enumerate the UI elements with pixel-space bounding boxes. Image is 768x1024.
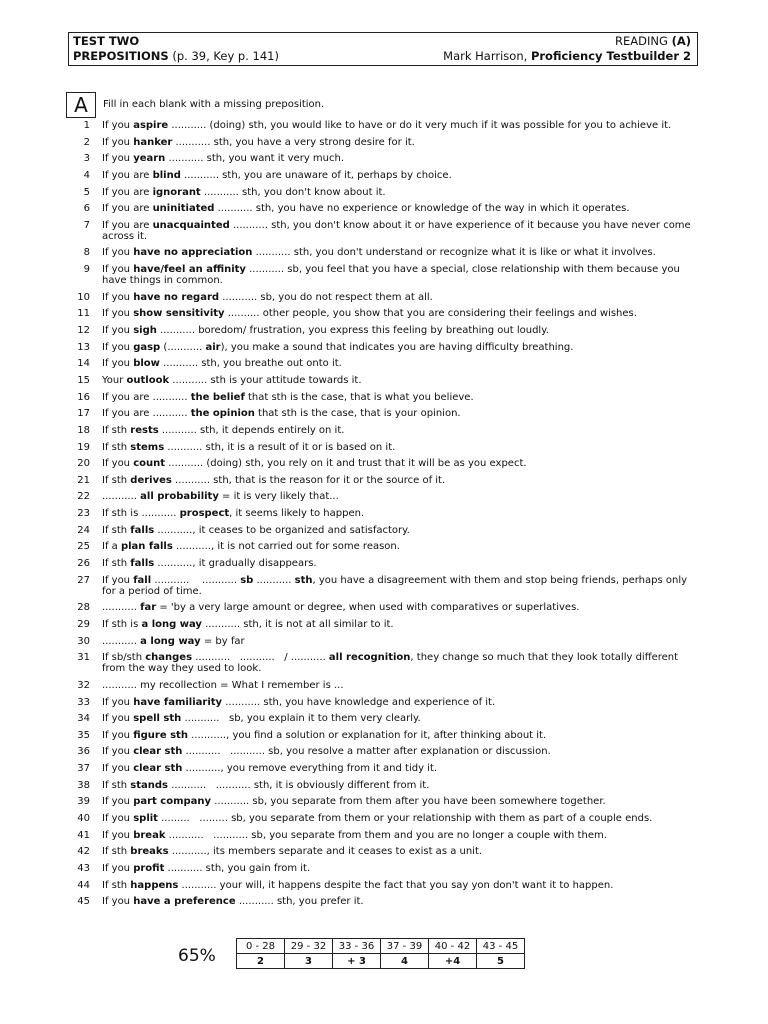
item-number: 45 [77, 896, 90, 908]
item-text: If you split ......... ......... sb, you separate from them or your relationship with them as part of a couple ends. [102, 812, 653, 824]
book-credit: Mark Harrison, Proficiency Testbuilder 2 [443, 49, 691, 63]
item-text: ........... far = 'by a very large amount or degree, when used with comparatives or superlatives. [102, 602, 580, 614]
list-item [68, 325, 698, 336]
item-text: If a plan falls ..........., it is not carried out for some reason. [102, 541, 400, 553]
item-text: If you yearn ........... sth, you want it very much. [102, 153, 345, 165]
item-text: If you fall ........... ........... sb ........... sth, you have a disagreement with them and stop being friends, perhaps only for a period of time. [102, 574, 688, 597]
list-item [68, 491, 698, 502]
list-item [68, 846, 698, 857]
item-text: If sth rests ........... sth, it depends entirely on it. [102, 424, 345, 436]
item-text: If you have no appreciation ........... sth, you don't understand or recognize what it is like or what it involves. [102, 247, 656, 259]
item-text: If you have a preference ........... sth, you prefer it. [102, 896, 364, 908]
list-item [68, 203, 698, 214]
item-number: 14 [77, 358, 90, 370]
item-text: If sth happens ........... your will, it happens despite the fact that you say yon don't want it to happen. [102, 879, 614, 891]
score-ranges-row [237, 939, 525, 954]
item-number: 28 [77, 602, 90, 614]
topic-label: PREPOSITIONS (p. 39, Key p. 141) [73, 49, 279, 63]
item-number: 10 [77, 291, 90, 303]
item-list [68, 120, 698, 913]
test-title: TEST TWO [73, 34, 140, 48]
item-number: 5 [83, 186, 90, 198]
item-text: If you spell sth ........... sb, you explain it to them very clearly. [102, 713, 421, 725]
item-text: If you sigh ........... boredom/ frustration, you express this feeling by breathing out loudly. [102, 325, 549, 337]
score-range-cell: 29 - 32 [285, 939, 333, 954]
item-text: If sth stands ........... ........... sth, it is obviously different from it. [102, 779, 430, 791]
item-number: 3 [83, 153, 90, 165]
list-item [68, 153, 698, 164]
item-text: If you break ........... ........... sb, you separate from them and you are no longer a couple with them. [102, 829, 607, 841]
item-number: 2 [83, 136, 90, 148]
list-item [68, 508, 698, 519]
item-number: 9 [83, 264, 90, 276]
item-number: 20 [77, 458, 90, 470]
score-range-cell: 33 - 36 [333, 939, 381, 954]
score-points-row [237, 954, 525, 969]
item-text: If you are blind ........... sth, you are unaware of it, perhaps by choice. [102, 169, 452, 181]
list-item [68, 425, 698, 436]
item-text: If you profit ........... sth, you gain from it. [102, 862, 311, 874]
score-points-cell: 4 [381, 954, 429, 969]
item-number: 22 [77, 491, 90, 503]
item-number: 27 [77, 574, 90, 586]
exercise-instruction: Fill in each blank with a missing preposition. [103, 99, 325, 110]
list-item [68, 730, 698, 741]
item-number: 11 [77, 308, 90, 320]
list-item [68, 308, 698, 319]
item-text: If sb/sth changes ........... ........... / ........... all recognition, they change so much that they look totally different from the way they used to look. [102, 652, 679, 675]
list-item [68, 358, 698, 369]
item-text: If you are uninitiated ........... sth, you have no experience or knowledge of the way in which it operates. [102, 203, 630, 215]
item-text: If you are ignorant ........... sth, you don't know about it. [102, 186, 386, 198]
list-item [68, 780, 698, 791]
score-range-cell: 43 - 45 [477, 939, 525, 954]
item-text: If sth falls ..........., it ceases to be organized and satisfactory. [102, 524, 410, 536]
list-item [68, 636, 698, 647]
score-table [236, 938, 525, 969]
score-points-cell: 5 [477, 954, 525, 969]
item-number: 23 [77, 508, 90, 520]
list-item [68, 220, 698, 242]
score-percent: 65% [178, 946, 216, 966]
item-text: If you clear sth ........... ........... sb, you resolve a matter after explanation or discussion. [102, 746, 551, 758]
list-item [68, 863, 698, 874]
item-text: If sth derives ........... sth, that is the reason for it or the source of it. [102, 474, 446, 486]
item-number: 32 [77, 679, 90, 691]
list-item [68, 342, 698, 353]
list-item [68, 170, 698, 181]
item-text: If sth is ........... prospect, it seems likely to happen. [102, 508, 365, 520]
item-number: 43 [77, 862, 90, 874]
list-item [68, 525, 698, 536]
list-item [68, 880, 698, 891]
score-points-cell: +4 [429, 954, 477, 969]
list-item [68, 541, 698, 552]
item-number: 35 [77, 729, 90, 741]
item-text: If you are unacquainted ........... sth, you don't know about it or have experience of it because you have never come across it. [102, 219, 691, 242]
item-text: If you part company ........... sb, you separate from them after you have been somewhere together. [102, 796, 606, 808]
list-item [68, 713, 698, 724]
item-text: If you count ........... (doing) sth, you rely on it and trust that it will be as you expect. [102, 458, 527, 470]
list-item [68, 746, 698, 757]
item-number: 8 [83, 247, 90, 259]
item-number: 31 [77, 652, 90, 664]
item-number: 24 [77, 524, 90, 536]
item-number: 39 [77, 796, 90, 808]
list-item [68, 375, 698, 386]
item-number: 42 [77, 846, 90, 858]
list-item [68, 830, 698, 841]
item-number: 18 [77, 424, 90, 436]
item-text: If sth stems ........... sth, it is a result of it or is based on it. [102, 441, 396, 453]
list-item [68, 652, 698, 674]
score-range-cell: 40 - 42 [429, 939, 477, 954]
list-item [68, 458, 698, 469]
list-item [68, 120, 698, 131]
list-item [68, 575, 698, 597]
list-item [68, 292, 698, 303]
list-item [68, 247, 698, 258]
item-number: 44 [77, 879, 90, 891]
item-number: 36 [77, 746, 90, 758]
list-item [68, 264, 698, 286]
item-text: If sth is a long way ........... sth, it is not at all similar to it. [102, 618, 394, 630]
list-item [68, 392, 698, 403]
list-item [68, 896, 698, 907]
item-text: ........... a long way = by far [102, 635, 245, 647]
list-item [68, 137, 698, 148]
item-text: If you gasp (........... air), you make a sound that indicates you are having difficulty breathing. [102, 341, 574, 353]
item-number: 37 [77, 763, 90, 775]
item-text: If you show sensitivity .......... other people, you show that you are considering their feelings and wishes. [102, 308, 637, 320]
item-number: 21 [77, 474, 90, 486]
item-number: 41 [77, 829, 90, 841]
item-number: 15 [77, 374, 90, 386]
item-text: If you are ........... the opinion that sth is the case, that is your opinion. [102, 408, 461, 420]
item-text: If you figure sth ..........., you find a solution or explanation for it, after thinking about it. [102, 729, 547, 741]
item-text: If you aspire ........... (doing) sth, you would like to have or do it very much if it was possible for you to achieve it. [102, 120, 672, 131]
list-item [68, 408, 698, 419]
page-header [68, 32, 698, 66]
list-item [68, 697, 698, 708]
item-text: If you clear sth ..........., you remove everything from it and tidy it. [102, 763, 438, 775]
list-item [68, 763, 698, 774]
item-number: 6 [83, 203, 90, 215]
item-number: 26 [77, 558, 90, 570]
item-number: 17 [77, 408, 90, 420]
section-label: READING (A) [615, 34, 691, 48]
item-number: 25 [77, 541, 90, 553]
item-text: If you blow ........... sth, you breathe out onto it. [102, 358, 342, 370]
list-item [68, 475, 698, 486]
score-points-cell: + 3 [333, 954, 381, 969]
item-number: 30 [77, 635, 90, 647]
score-range-cell: 37 - 39 [381, 939, 429, 954]
item-number: 34 [77, 713, 90, 725]
list-item [68, 813, 698, 824]
item-number: 12 [77, 325, 90, 337]
item-number: 29 [77, 618, 90, 630]
item-text: Your outlook ........... sth is your attitude towards it. [102, 374, 362, 386]
item-number: 1 [83, 120, 90, 131]
item-text: ........... all probability = it is very likely that... [102, 491, 339, 503]
list-item [68, 442, 698, 453]
item-number: 38 [77, 779, 90, 791]
item-text: If you hanker ........... sth, you have a very strong desire for it. [102, 136, 415, 148]
list-item [68, 796, 698, 807]
list-item [68, 187, 698, 198]
item-text: If sth breaks ..........., its members separate and it ceases to exist as a unit. [102, 846, 483, 858]
item-text: If you are ........... the belief that sth is the case, that is what you believe. [102, 391, 474, 403]
exercise-letter: A [66, 92, 96, 118]
list-item [68, 558, 698, 569]
item-text: ........... my recollection = What I remember is ... [102, 679, 344, 691]
item-text: If you have no regard ........... sb, you do not respect them at all. [102, 291, 433, 303]
item-text: If sth falls ..........., it gradually disappears. [102, 558, 317, 570]
item-number: 4 [83, 169, 90, 181]
item-number: 7 [83, 219, 90, 231]
score-points-cell: 3 [285, 954, 333, 969]
item-number: 33 [77, 696, 90, 708]
list-item [68, 602, 698, 613]
item-number: 13 [77, 341, 90, 353]
score-range-cell: 0 - 28 [237, 939, 285, 954]
score-points-cell: 2 [237, 954, 285, 969]
item-number: 40 [77, 812, 90, 824]
item-number: 16 [77, 391, 90, 403]
list-item [68, 619, 698, 630]
item-text: If you have/feel an affinity ........... sb, you feel that you have a special, close relationship with them because you have things in common. [102, 264, 680, 287]
item-text: If you have familiarity ........... sth, you have knowledge and experience of it. [102, 696, 496, 708]
list-item [68, 680, 698, 691]
item-number: 19 [77, 441, 90, 453]
